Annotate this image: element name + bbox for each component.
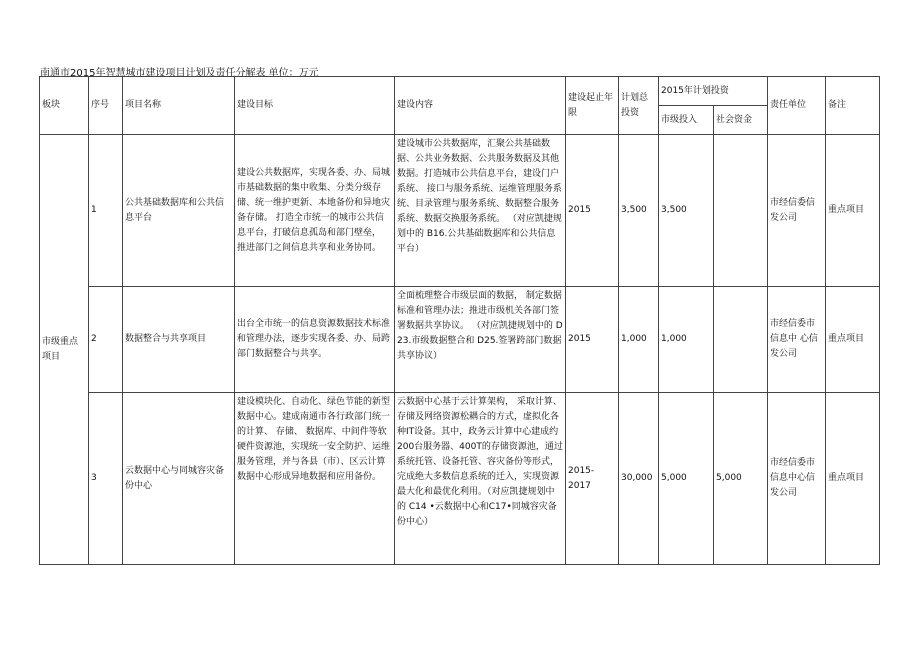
header-name: 项目名称 xyxy=(123,77,235,135)
row-city: 1,000 xyxy=(659,287,714,393)
row-name: 数据整合与共享项目 xyxy=(123,287,235,393)
row-total: 1,000 xyxy=(619,287,659,393)
row-goal-text: 建设公共数据库，实现各委、办、局城市基础数据的集中收集、分类分级存储、统一维护更新、本地备份和异地灾备存储。 打造全市统一的城市公共信息平台，打破信息孤岛和部门壁垒， 推进部门之间信息共享和业务协同。 xyxy=(237,167,391,253)
header-social-funds: 社会资金 xyxy=(714,106,768,135)
row-content xyxy=(395,393,566,565)
table-row xyxy=(40,287,880,393)
row-content xyxy=(395,135,566,287)
row-total: 30,000 xyxy=(619,393,659,565)
row-note: 重点项目 xyxy=(826,135,880,287)
plan-table xyxy=(39,76,880,565)
row-content xyxy=(395,287,566,393)
page-title: 南通市2015年智慧城市建设项目计划及责任分解表 单位：万元 xyxy=(40,68,319,79)
header-total: 计划总投资 xyxy=(619,77,659,135)
row-owner: 市经信委市信息中心信发公司 xyxy=(768,393,826,565)
header-period: 建设起止年限 xyxy=(566,77,619,135)
row-goal xyxy=(235,393,395,565)
row-goal xyxy=(235,135,395,287)
row-name: 云数据中心与同城容灾备份中心 xyxy=(123,393,235,565)
group-label: 市级重点项目 xyxy=(40,135,89,565)
row-name: 公共基础数据库和公共信息平台 xyxy=(123,135,235,287)
row-content-text: 全面梳理整合市级层面的数据， 制定数据标准和管理办法；推进市级机关各部门签署数据共享协议。 （对应凯捷规划中的 D23.市级数据整合和 D25.签署跨部门数据共享协议） xyxy=(397,291,563,361)
row-seq: 3 xyxy=(89,393,123,565)
row-owner: 市经信委信发公司 xyxy=(768,135,826,287)
row-social xyxy=(714,287,768,393)
header-seq: 序号 xyxy=(89,77,123,135)
row-social: 5,000 xyxy=(714,393,768,565)
row-goal xyxy=(235,287,395,393)
header-owner: 责任单位 xyxy=(768,77,826,135)
row-seq: 2 xyxy=(89,287,123,393)
table-row xyxy=(40,135,880,287)
header-block: 板块 xyxy=(40,77,89,135)
row-seq: 1 xyxy=(89,135,123,287)
header-content: 建设内容 xyxy=(395,77,566,135)
row-period: 2015-2017 xyxy=(566,393,619,565)
row-city: 3,500 xyxy=(659,135,714,287)
row-goal-text: 建设模块化、自动化、绿色节能的新型数据中心。建成南通市各行政部门统一的计算、 存储、 数据库、中间件等软硬件资源池，实现统一安全防护、运维服务管理，并与各县（市）、区云计算数据中心形成异地数据和应用备份。 xyxy=(237,397,391,482)
row-total: 3,500 xyxy=(619,135,659,287)
row-content-text: 建设城市公共数据库，汇聚公共基础数据、公共业务数据、公共服务数据及其他数据。打造城市公共信息平台，建设门户系统、 接口与服务系统、运维管理服务系统、目录管理与服务系统、数据整合服务系统、数据交换服务系统。 （对应凯捷规划中的 B16.公共基础数据库和公共信息平台） xyxy=(397,139,562,254)
row-content-text: 云数据中心基于云计算架构， 采取计算、存储及网络资源松耦合的方式，虚拟化各种IT设备。其中，政务云计算中心建成约 200台服务器、400T的存储资源池，通过系统托管、设备托管、容灾备份等形式，完成绝大多数信息系统的迁入，实现资源最大化和最优化利用。（对应凯捷规划中的 C14 •云数据中心和C17•同城容灾备份中心） xyxy=(397,397,563,527)
header-note: 备注 xyxy=(826,77,880,135)
table-row xyxy=(40,393,880,565)
row-period: 2015 xyxy=(566,135,619,287)
header-goal: 建设目标 xyxy=(235,77,395,135)
row-city: 5,000 xyxy=(659,393,714,565)
row-goal-text: 出台全市统一的信息资源数据技术标准和管理办法，逐步实现各委、办、局跨部门数据整合与共享。 xyxy=(237,319,391,359)
row-owner: 市经信委市信息中 心信发公司 xyxy=(768,287,826,393)
row-note: 重点项目 xyxy=(826,393,880,565)
header-city-investment: 市级投入 xyxy=(659,106,714,135)
row-note: 重点项目 xyxy=(826,287,880,393)
row-period: 2015 xyxy=(566,287,619,393)
row-social xyxy=(714,135,768,287)
header-plan-2015: 2015年计划投资 xyxy=(659,77,768,106)
header-row xyxy=(40,77,880,106)
